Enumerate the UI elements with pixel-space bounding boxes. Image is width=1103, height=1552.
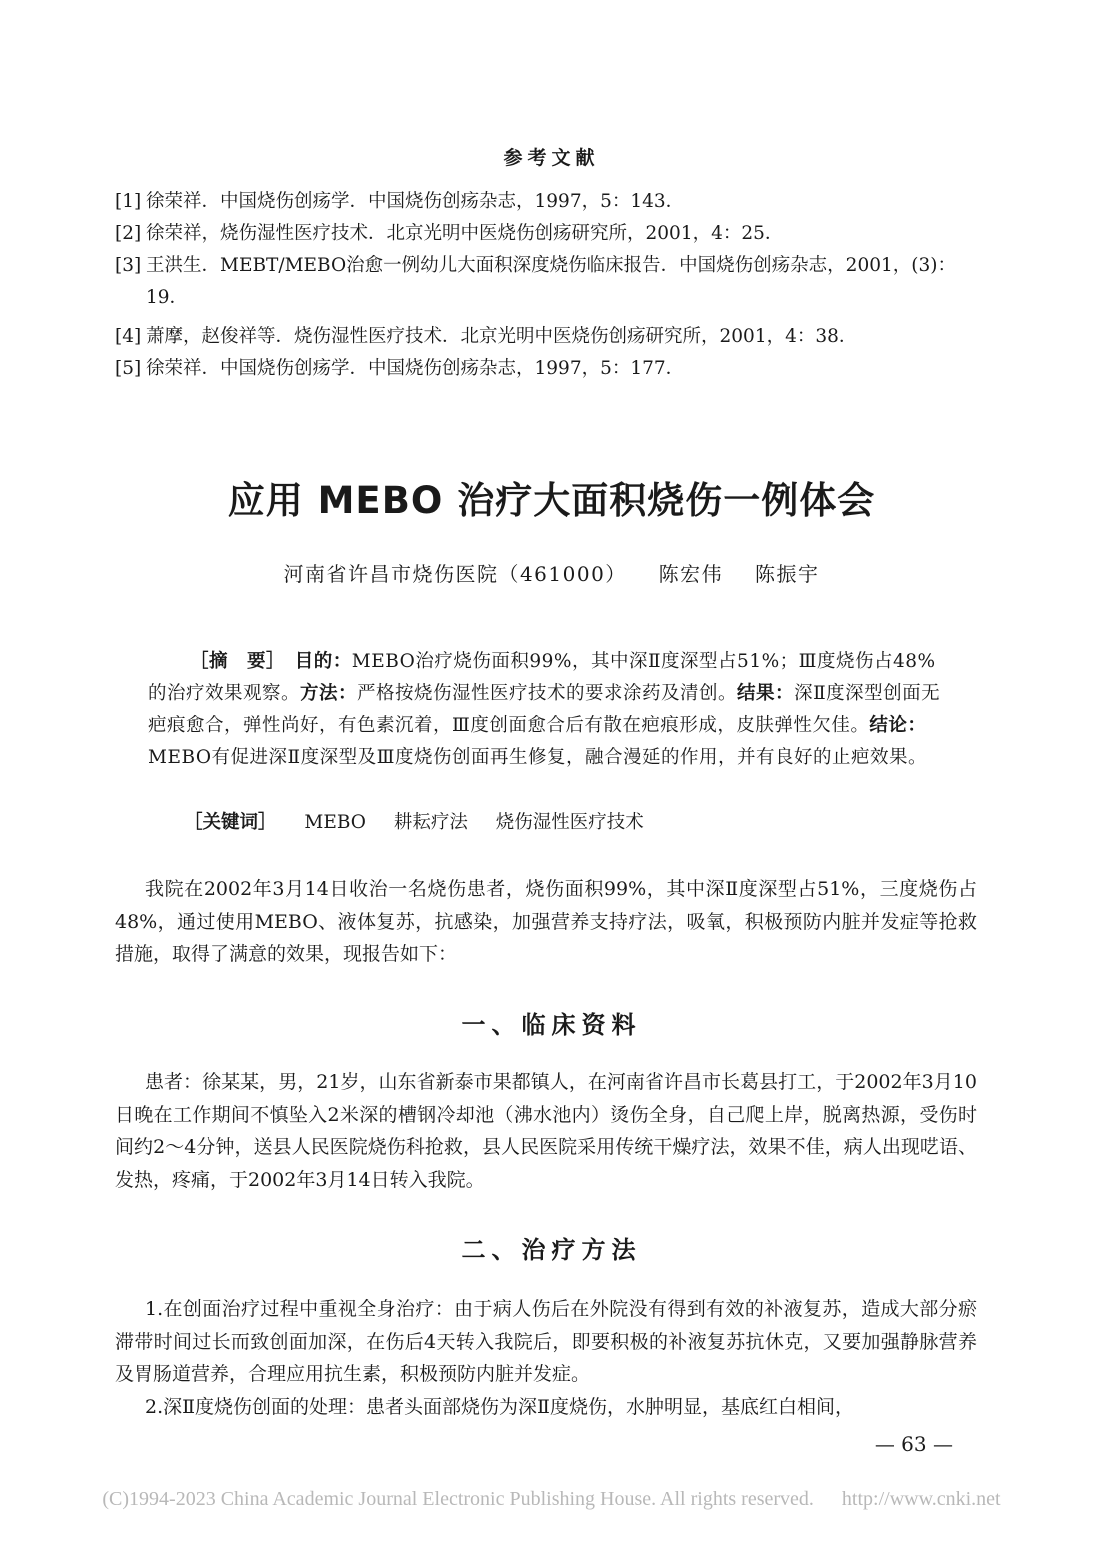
reference-item xyxy=(115,186,995,218)
result-text: 深Ⅱ度深型创面无疤痕愈合，弹性尚好，有色素沉着，Ⅲ度创面愈合后有散在疤痕形成，皮肤弹性欠佳。 xyxy=(148,683,941,736)
copyright-text: (C)1994-2023 China Academic Journal Electronic Publishing House. All rights reserved. xyxy=(102,1488,814,1510)
section-heading: 一、临床资料 xyxy=(461,1011,642,1039)
keyword: MEBO xyxy=(304,812,366,833)
author-line xyxy=(0,558,1103,587)
abstract-label: ［摘 要］ xyxy=(190,651,276,672)
treatment-paragraph: 1.在创面治疗过程中重视全身治疗：由于病人伤后在外院没有得到有效的补液复苏，造成大部分瘀滞带时间过长而致创面加深，在伤后4天转入我院后，即要积极的补液复苏抗休克，又要加强静脉营养及胃肠道营养，合理应用抗生素，积极预防内脏并发症。 xyxy=(115,1298,977,1385)
objective-label: 目的： xyxy=(294,651,352,672)
reference-text: 徐荣祥．中国烧伤创疡学．中国烧伤创疡杂志，1997，5：177． xyxy=(146,358,685,379)
reference-item xyxy=(115,250,995,314)
keyword: 耕耘疗法 xyxy=(393,812,468,833)
conclusion-label: 结论： xyxy=(869,715,927,736)
treatment-paragraph: 2.深Ⅱ度烧伤创面的处理：患者头面部烧伤为深Ⅱ度烧伤，水肿明显，基底红白相间， xyxy=(145,1396,854,1418)
abstract xyxy=(148,646,948,774)
conclusion-text: MEBO有促进深Ⅱ度深型及Ⅲ度烧伤创面再生修复，融合漫延的作用，并有良好的止疤效果。 xyxy=(148,747,927,768)
keyword: 烧伤湿性医疗技术 xyxy=(495,812,644,833)
reference-number: [5] xyxy=(115,358,142,379)
references-heading: 参考文献 xyxy=(503,147,600,169)
copyright-footer xyxy=(0,1488,1103,1511)
keywords xyxy=(184,808,644,834)
clinical-data-paragraph: 患者：徐某某，男，21岁，山东省新泰市果都镇人，在河南省许昌市长葛县打工，于2002年3月10日晚在工作期间不慎坠入2米深的槽钢冷却池（沸水池内）烫伤全身，自己爬上岸，脱离热源，受伤时间约2～4分钟，送县人民医院烧伤科抢救，县人民医院采用传统干燥疗法，效果不佳，病人出现呓语、发热，疼痛，于2002年3月14日转入我院。 xyxy=(115,1071,977,1191)
method-label: 方法： xyxy=(300,683,358,704)
result-label: 结果： xyxy=(737,683,795,704)
intro-paragraph: 我院在2002年3月14日收治一名烧伤患者，烧伤面积99%，其中深Ⅱ度深型占51%，三度烧伤占48%，通过使用MEBO、液体复苏，抗感染，加强营养支持疗法，吸氧，积极预防内脏并发症等抢救措施，取得了满意的效果，现报告如下： xyxy=(115,878,977,965)
section-heading: 二、治疗方法 xyxy=(461,1236,642,1264)
reference-item xyxy=(115,218,995,250)
affiliation: 河南省许昌市烧伤医院（461000） xyxy=(283,562,627,586)
reference-text: 徐荣祥．中国烧伤创疡学．中国烧伤创疡杂志，1997，5：143． xyxy=(146,191,685,212)
article-title: 应用 MEBO 治疗大面积烧伤一例体会 xyxy=(227,479,876,522)
objective-text: MEBO治疗烧伤面积99%，其中深Ⅱ度深型占51%；Ⅲ度烧伤占48%的治疗效果观察。 xyxy=(148,651,936,704)
reference-number: [4] xyxy=(115,326,142,347)
reference-item xyxy=(115,353,995,385)
reference-text: 萧摩，赵俊祥等．烧伤湿性医疗技术．北京光明中医烧伤创疡研究所，2001，4：38． xyxy=(146,326,858,347)
page-number: — 63 — xyxy=(874,1432,953,1456)
author-name: 陈振宇 xyxy=(755,562,820,586)
reference-number: [3] xyxy=(115,255,142,276)
author-name: 陈宏伟 xyxy=(658,562,724,586)
reference-number: [2] xyxy=(115,223,142,244)
footer-url: http://www.cnki.net xyxy=(841,1488,1001,1510)
reference-number: [1] xyxy=(115,191,142,212)
reference-text: 徐荣祥，烧伤湿性医疗技术．北京光明中医烧伤创疡研究所，2001，4：25． xyxy=(146,223,784,244)
references-list xyxy=(115,186,995,385)
keywords-label: ［关键词］ xyxy=(184,812,277,833)
method-text: 严格按烧伤湿性医疗技术的要求涂药及清创。 xyxy=(357,683,738,704)
reference-text: 王洪生．MEBT/MEBO治愈一例幼儿大面积深度烧伤临床报告．中国烧伤创疡杂志，2001，(3)：19． xyxy=(146,255,956,308)
reference-item xyxy=(115,321,995,353)
